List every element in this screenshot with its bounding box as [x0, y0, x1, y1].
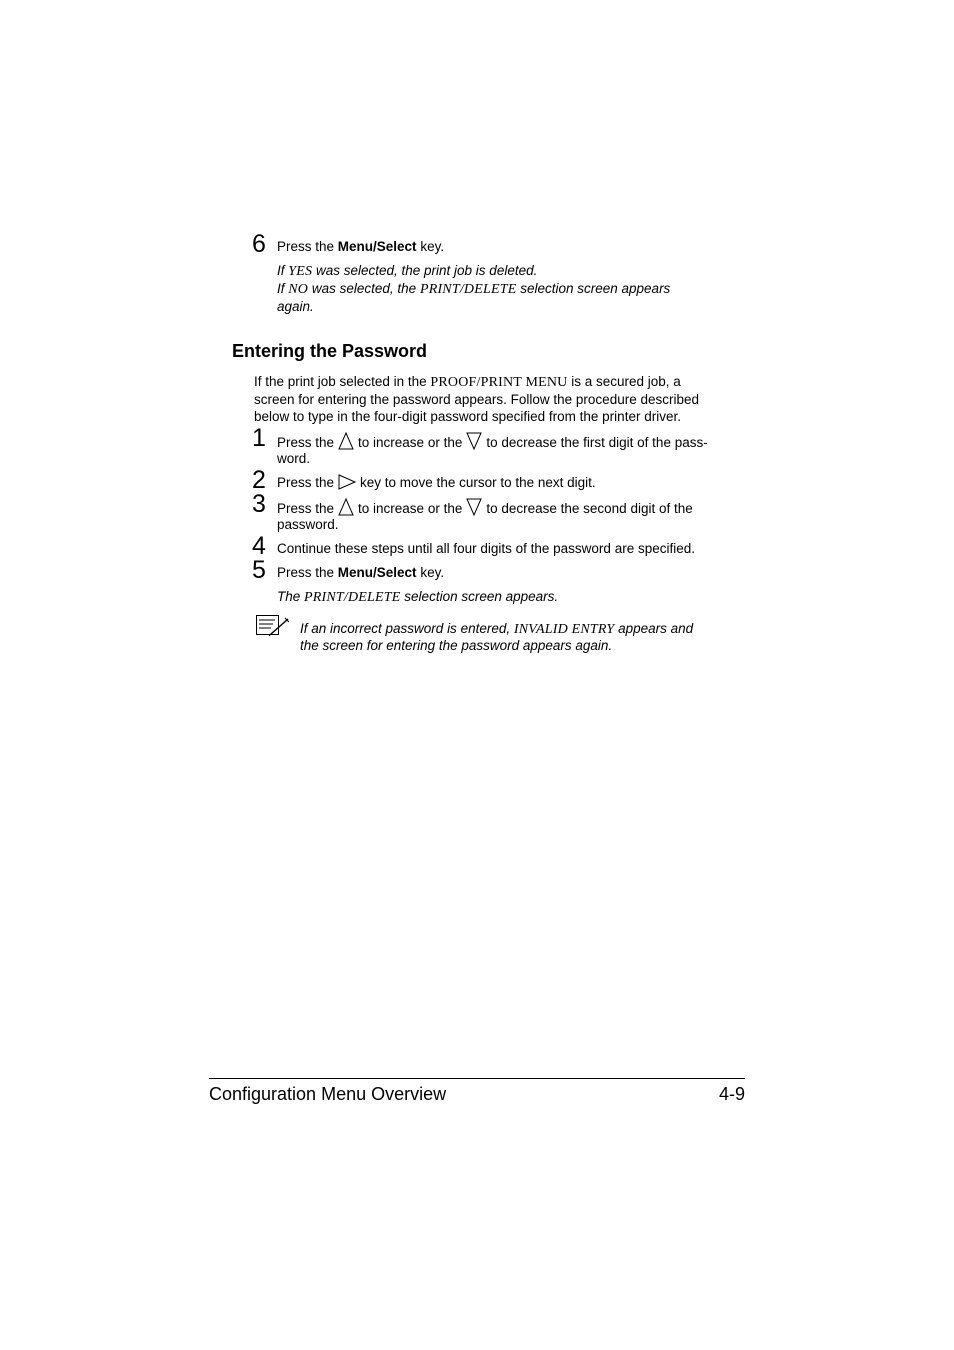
code-text: NO — [288, 282, 309, 297]
text-fragment: Press the — [277, 239, 338, 254]
text-fragment: appears and — [614, 621, 694, 636]
step-text-cont: word. — [277, 451, 311, 466]
down-triangle-icon — [466, 498, 482, 516]
text-fragment: Press the — [277, 501, 335, 516]
text-fragment: to decrease the first digit of the pass- — [486, 435, 708, 450]
text-fragment: was selected, the — [308, 281, 420, 296]
step-text — [277, 564, 444, 582]
text-fragment: Press the — [277, 565, 338, 580]
step-result-line — [277, 588, 558, 607]
text-fragment: was selected, the print job is deleted. — [312, 263, 538, 278]
down-triangle-icon — [466, 432, 482, 450]
text-fragment: is a secured job, a — [567, 374, 681, 389]
footer-rule — [209, 1078, 745, 1079]
step-number: 2 — [252, 466, 266, 494]
key-label: Menu/Select — [337, 565, 417, 580]
section-title: Entering the Password — [232, 341, 428, 361]
text-fragment: Press the — [277, 475, 335, 490]
step-number: 5 — [252, 556, 266, 584]
intro-line: screen for entering the password appears. Follow the procedure described — [254, 392, 699, 407]
footer-title: Configuration Menu Overview — [209, 1084, 447, 1104]
text-fragment: selection screen appears — [516, 281, 671, 296]
step-result-line: again. — [277, 299, 314, 314]
step-number: 3 — [252, 490, 266, 518]
key-label: Menu/Select — [337, 239, 417, 254]
step-text — [277, 238, 444, 256]
text-fragment: selection screen appears. — [400, 589, 559, 604]
text-fragment: If — [277, 263, 289, 278]
text-fragment: to increase or the — [358, 435, 463, 450]
step-text: Continue these steps until all four digits of the password are specified. — [277, 541, 695, 556]
text-fragment: Press the — [277, 435, 335, 450]
step-result-line — [277, 262, 537, 281]
right-triangle-icon — [338, 474, 356, 490]
step-text — [277, 432, 708, 452]
text-fragment: If — [277, 281, 289, 296]
note-pencil-icon — [255, 614, 291, 638]
text-fragment: If an incorrect password is entered, — [300, 621, 514, 636]
text-fragment: key. — [416, 239, 445, 254]
up-triangle-icon — [338, 432, 354, 450]
step-text-cont: password. — [277, 517, 339, 532]
step-result-line — [277, 280, 670, 299]
code-text: YES — [288, 264, 313, 279]
text-fragment: to decrease the second digit of the — [486, 501, 693, 516]
up-triangle-icon — [338, 498, 354, 516]
intro-line — [254, 373, 681, 392]
text-fragment: key to move the cursor to the next digit. — [360, 475, 596, 490]
note-line: the screen for entering the password appears again. — [300, 638, 613, 653]
code-text: PROOF/PRINT MENU — [430, 375, 568, 390]
text-fragment: key. — [416, 565, 445, 580]
step-number: 6 — [252, 230, 266, 258]
intro-line: below to type in the four-digit password specified from the printer driver. — [254, 409, 681, 424]
code-text: PRINT/DELETE — [304, 590, 401, 605]
text-fragment: If the print job selected in the — [254, 374, 431, 389]
page-number: 4-9 — [718, 1084, 745, 1104]
text-fragment: The — [277, 589, 305, 604]
step-text — [277, 498, 693, 518]
step-text — [277, 474, 596, 492]
step-number: 4 — [252, 532, 266, 560]
code-text: INVALID ENTRY — [513, 622, 615, 637]
text-fragment: to increase or the — [358, 501, 463, 516]
step-number: 1 — [252, 424, 266, 452]
code-text: PRINT/DELETE — [419, 282, 517, 297]
